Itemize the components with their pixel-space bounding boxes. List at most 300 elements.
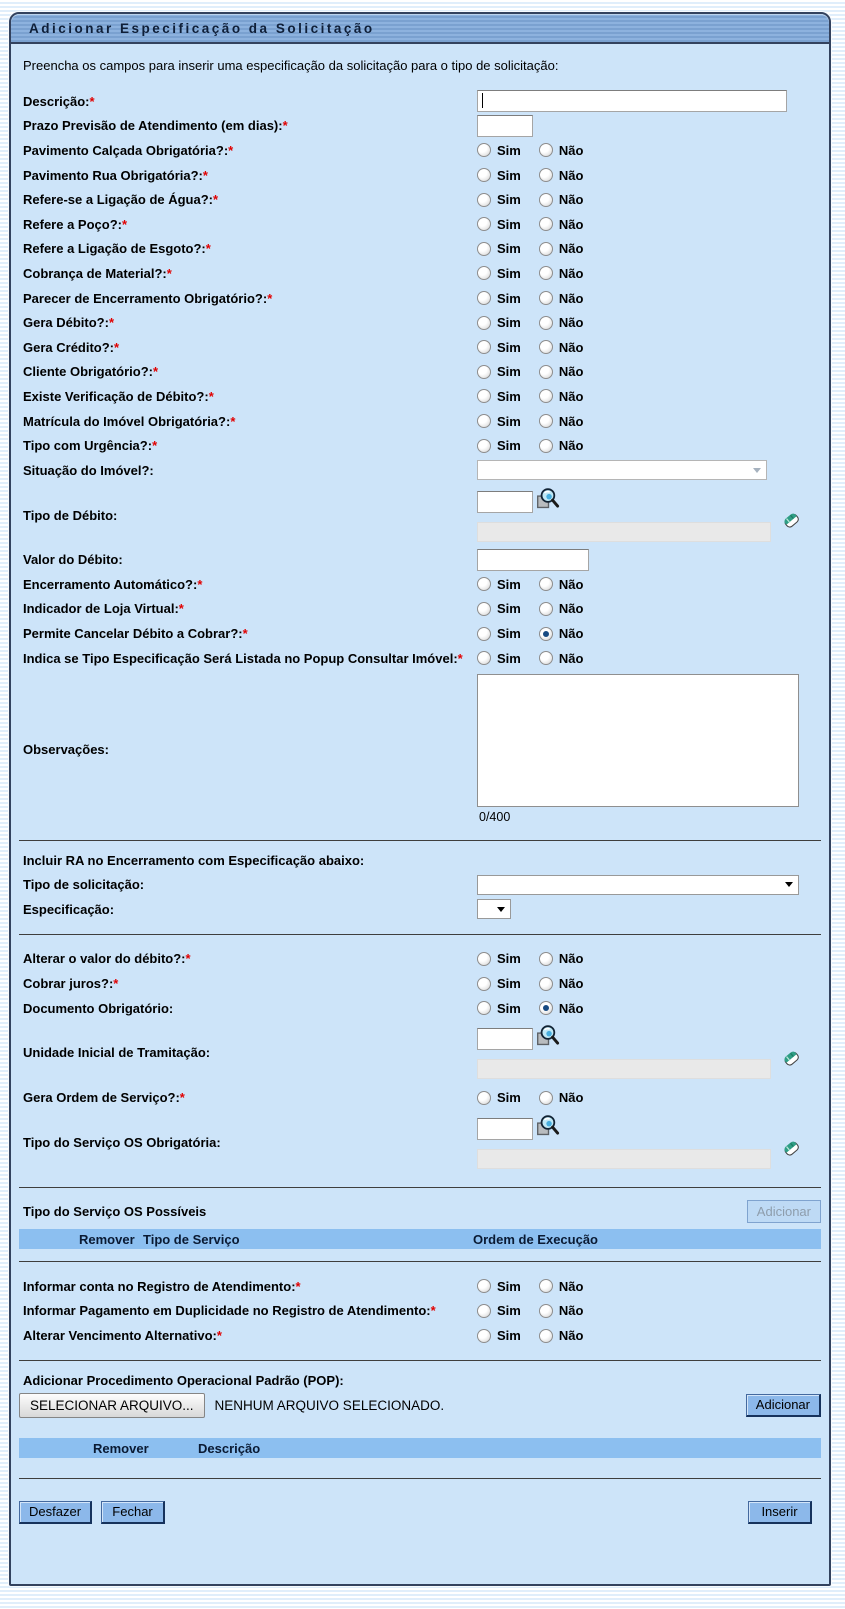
form-row-informar-pagamento-em-duplicidade-no-regis <box>19 1299 821 1324</box>
permite-cancelar-debito-a-cobrar-radio-group <box>477 626 583 641</box>
field-label <box>19 1279 477 1294</box>
encerramento-automatico-radio-nao[interactable] <box>539 577 553 591</box>
field-label-text: Cobrança de Material?: <box>23 265 167 281</box>
matricula-do-imovel-obrigatoria-radio-nao[interactable] <box>539 414 553 428</box>
separator <box>19 1360 821 1361</box>
field-label <box>19 577 477 592</box>
select-file-button[interactable]: SELECIONAR ARQUIVO... <box>19 1393 205 1418</box>
field-label <box>19 266 477 281</box>
field-label-text: Indicador de Loja Virtual: <box>23 601 179 617</box>
radio-sim-label: Sim <box>497 265 521 281</box>
required-marker: * <box>282 118 288 134</box>
radio-nao-label: Não <box>558 976 584 992</box>
field-label-text: Observações: <box>23 741 109 757</box>
radio-nao-label: Não <box>558 1328 584 1344</box>
tipo-com-urgencia-radio-group <box>477 438 583 453</box>
gera-debito-radio-group <box>477 315 583 330</box>
required-marker: * <box>178 601 184 617</box>
radio-nao-label: Não <box>558 142 584 158</box>
pavimento-rua-obrigatoria-radio-nao[interactable] <box>539 168 553 182</box>
field-label <box>19 315 477 330</box>
form-row-encerramento-automatico <box>19 572 821 597</box>
footer-buttons <box>19 1501 821 1524</box>
radio-sim-label: Sim <box>497 192 521 208</box>
especificacao-select[interactable] <box>477 899 511 919</box>
chevron-down-icon <box>497 907 505 912</box>
form-row-cliente-obrigatorio <box>19 360 821 385</box>
indicador-de-loja-virtual-radio-nao[interactable] <box>539 602 553 616</box>
refere-a-poco-radio-nao[interactable] <box>539 217 553 231</box>
cliente-obrigatorio-radio-group <box>477 364 583 379</box>
required-marker: * <box>213 192 219 208</box>
refere-a-poco-radio-group <box>477 217 583 232</box>
radio-sim-label: Sim <box>497 167 521 183</box>
radio-dot <box>543 1005 549 1011</box>
field-label-text: Matrícula do Imóvel Obrigatória?: <box>23 413 231 429</box>
separator <box>19 934 821 935</box>
field-label-text: Informar conta no Registro de Atendimento: <box>23 1278 296 1294</box>
alterar-o-valor-do-debito-radio-sim[interactable] <box>477 952 491 966</box>
section-label-incluir-ra-no-encerramento-com-especificac: Incluir RA no Encerramento com Especificação abaixo: <box>23 853 365 869</box>
radio-nao-label: Não <box>558 216 584 232</box>
radio-nao-label: Não <box>558 315 584 331</box>
character-counter: 0/400 <box>479 810 511 825</box>
field-label <box>19 340 477 355</box>
gera-debito-radio-sim[interactable] <box>477 316 491 330</box>
required-marker: * <box>430 1303 436 1319</box>
chevron-down-icon <box>785 882 793 887</box>
radio-sim-label: Sim <box>497 413 521 429</box>
form-row-situacao-do-imovel <box>19 458 821 483</box>
radio-sim-label: Sim <box>497 601 521 617</box>
required-marker: * <box>113 976 119 992</box>
tipo-do-servico-os-obrigatoria-code-input[interactable] <box>477 1118 533 1140</box>
alterar-o-valor-do-debito-radio-nao[interactable] <box>539 952 553 966</box>
radio-sim-label: Sim <box>497 976 521 992</box>
field-label <box>19 438 477 453</box>
required-marker: * <box>202 167 208 183</box>
existe-verificacao-de-debito-radio-group <box>477 389 583 404</box>
field-label-text: Descrição: <box>23 93 90 109</box>
cobranca-de-material-radio-sim[interactable] <box>477 266 491 280</box>
text-cursor <box>482 93 483 108</box>
radio-sim-label: Sim <box>497 1090 521 1106</box>
encerramento-automatico-radio-sim[interactable] <box>477 577 491 591</box>
section-label-adicionar-procedimento-operacional-padrao-: Adicionar Procedimento Operacional Padrão (POP): <box>23 1372 344 1388</box>
field-label-text: Gera Débito?: <box>23 315 109 331</box>
field-label <box>19 1045 477 1060</box>
parecer-de-encerramento-obrigatorio-radio-nao[interactable] <box>539 291 553 305</box>
alterar-vencimento-alternativo-radio-sim[interactable] <box>477 1329 491 1343</box>
form-row-indica-se-tipo-especificacao-sera-listada- <box>19 646 821 671</box>
required-marker: * <box>152 438 158 454</box>
gera-ordem-de-servico-radio-sim[interactable] <box>477 1091 491 1105</box>
field-label <box>19 192 477 207</box>
observacoes-textarea[interactable] <box>477 674 799 807</box>
field-label-text: Gera Crédito?: <box>23 339 115 355</box>
field-label-text: Gera Ordem de Serviço?: <box>23 1090 180 1106</box>
informar-conta-no-registro-de-atendimento-radio-nao[interactable] <box>539 1279 553 1293</box>
radio-nao-label: Não <box>558 626 584 642</box>
documento-obrigatorio-radio-group <box>477 1001 583 1016</box>
field-label <box>19 976 477 991</box>
existe-verificacao-de-debito-radio-nao[interactable] <box>539 389 553 403</box>
indicador-de-loja-virtual-radio-group <box>477 601 583 616</box>
field-label-text: Encerramento Automático?: <box>23 576 198 592</box>
informar-conta-no-registro-de-atendimento-radio-group <box>477 1279 583 1294</box>
column-header-remover: Remover <box>79 1232 135 1248</box>
radio-sim-label: Sim <box>497 142 521 158</box>
informar-pagamento-em-duplicidade-no-regis-radio-nao[interactable] <box>539 1304 553 1318</box>
indica-se-tipo-especificacao-sera-listada--radio-sim[interactable] <box>477 651 491 665</box>
separator <box>19 1261 821 1262</box>
tipo-de-solicitacao-select[interactable] <box>477 875 799 895</box>
refere-a-ligacao-de-esgoto-radio-group <box>477 241 583 256</box>
field-label-text: Cobrar juros?: <box>23 976 114 992</box>
required-marker: * <box>185 951 191 967</box>
column-header-tipo-de-servico: Tipo de Serviço <box>143 1232 240 1248</box>
radio-sim-label: Sim <box>497 241 521 257</box>
field-label-text: Pavimento Calçada Obrigatória?: <box>23 142 229 158</box>
radio-sim-label: Sim <box>497 576 521 592</box>
encerramento-automatico-radio-group <box>477 577 583 592</box>
refere-a-poco-radio-sim[interactable] <box>477 217 491 231</box>
field-label-text: Informar Pagamento em Duplicidade no Registro de Atendimento: <box>23 1303 431 1319</box>
gera-credito-radio-group <box>477 340 583 355</box>
permite-cancelar-debito-a-cobrar-radio-sim[interactable] <box>477 627 491 641</box>
required-marker: * <box>230 413 236 429</box>
field-label-text: Alterar Vencimento Alternativo: <box>23 1328 217 1344</box>
form-row-alterar-vencimento-alternativo <box>19 1323 821 1348</box>
tipo-do-servico-os-possiveis-add-button: Adicionar <box>747 1200 821 1223</box>
separator <box>19 840 821 841</box>
field-label-text: Situação do Imóvel?: <box>23 462 154 478</box>
tipo-de-debito-eraser-icon[interactable] <box>781 510 802 536</box>
form-row-refere-se-a-ligacao-de-agua <box>19 187 821 212</box>
radio-sim-label: Sim <box>497 438 521 454</box>
field-label <box>19 389 477 404</box>
radio-sim-label: Sim <box>497 1328 521 1344</box>
chevron-down-icon <box>753 468 761 473</box>
field-label <box>19 364 477 379</box>
field-label-text: Pavimento Rua Obrigatória?: <box>23 167 203 183</box>
form-row-gera-credito <box>19 335 821 360</box>
column-header-descricao: Descrição <box>198 1440 261 1456</box>
form-row-refere-a-poco <box>19 212 821 237</box>
field-label-text: Tipo com Urgência?: <box>23 438 153 454</box>
matricula-do-imovel-obrigatoria-radio-sim[interactable] <box>477 414 491 428</box>
field-label <box>19 118 477 133</box>
tipo-do-servico-os-obrigatoria-eraser-icon[interactable] <box>781 1138 802 1164</box>
panel-title: Adicionar Especificação da Solicitação <box>29 20 375 36</box>
form-row-permite-cancelar-debito-a-cobrar <box>19 621 821 646</box>
radio-sim-label: Sim <box>497 315 521 331</box>
radio-nao-label: Não <box>558 339 584 355</box>
radio-nao-label: Não <box>558 1000 584 1016</box>
refere-se-a-ligacao-de-agua-radio-nao[interactable] <box>539 193 553 207</box>
tipo-do-servico-os-obrigatoria-search-icon[interactable] <box>536 1114 561 1144</box>
add-specification-panel <box>9 12 831 1586</box>
form-row-pavimento-rua-obrigatoria <box>19 163 821 188</box>
field-label-text: Cliente Obrigatório?: <box>23 364 153 380</box>
radio-nao-label: Não <box>558 650 584 666</box>
form-row-gera-debito <box>19 310 821 335</box>
cobrar-juros-radio-sim[interactable] <box>477 977 491 991</box>
column-header-remover: Remover <box>93 1440 149 1456</box>
pavimento-calcada-obrigatoria-radio-group <box>477 143 583 158</box>
required-marker: * <box>295 1278 301 1294</box>
field-label-text: Unidade Inicial de Tramitação: <box>23 1045 211 1061</box>
cliente-obrigatorio-radio-nao[interactable] <box>539 365 553 379</box>
field-label-text: Parecer de Encerramento Obrigatório?: <box>23 290 268 306</box>
field-label <box>19 291 477 306</box>
field-label-text: Valor do Débito: <box>23 552 123 568</box>
field-label <box>19 463 477 478</box>
form-row-valor-do-debito <box>19 548 821 573</box>
radio-nao-label: Não <box>558 601 584 617</box>
gera-ordem-de-servico-radio-nao[interactable] <box>539 1091 553 1105</box>
required-marker: * <box>216 1328 222 1344</box>
column-header-ordem-de-execucao: Ordem de Execução <box>473 1232 598 1248</box>
table-header <box>19 1229 821 1249</box>
tipo-do-servico-os-obrigatoria-description-field <box>477 1149 771 1169</box>
form-row-especificacao <box>19 897 821 922</box>
radio-sim-label: Sim <box>497 1303 521 1319</box>
form-row-parecer-de-encerramento-obrigatorio <box>19 286 821 311</box>
tipo-com-urgencia-radio-sim[interactable] <box>477 439 491 453</box>
form-rows <box>19 89 821 1479</box>
field-label <box>19 508 477 523</box>
refere-a-ligacao-de-esgoto-radio-sim[interactable] <box>477 242 491 256</box>
form-row-gera-ordem-de-servico <box>19 1085 821 1110</box>
radio-nao-label: Não <box>558 241 584 257</box>
field-label-text: Especificação: <box>23 901 115 917</box>
matricula-do-imovel-obrigatoria-radio-group <box>477 414 583 429</box>
form-row-tipo-de-debito <box>19 483 821 548</box>
required-marker: * <box>197 576 203 592</box>
existe-verificacao-de-debito-radio-sim[interactable] <box>477 389 491 403</box>
prazo-previsao-de-atendimento-em-dias-input[interactable] <box>477 115 533 137</box>
radio-nao-label: Não <box>558 951 584 967</box>
gera-credito-radio-nao[interactable] <box>539 340 553 354</box>
alterar-vencimento-alternativo-radio-group <box>477 1328 583 1343</box>
field-label <box>19 651 477 666</box>
tipo-de-debito-description-field <box>477 522 771 542</box>
cliente-obrigatorio-radio-sim[interactable] <box>477 365 491 379</box>
field-label-text: Permite Cancelar Débito a Cobrar?: <box>23 626 243 642</box>
field-label-text: Documento Obrigatório: <box>23 1000 174 1016</box>
required-marker: * <box>114 339 120 355</box>
informar-pagamento-em-duplicidade-no-regis-radio-group <box>477 1303 583 1318</box>
field-label <box>19 1328 477 1343</box>
radio-sim-label: Sim <box>497 626 521 642</box>
permite-cancelar-debito-a-cobrar-radio-nao[interactable] <box>539 627 553 641</box>
radio-nao-label: Não <box>558 1303 584 1319</box>
close-button[interactable]: Fechar <box>101 1501 165 1524</box>
field-label <box>19 951 477 966</box>
field-label <box>19 902 477 917</box>
field-label-text: Tipo de Débito: <box>23 507 118 523</box>
required-marker: * <box>108 315 115 331</box>
unidade-inicial-de-tramitacao-eraser-icon[interactable] <box>781 1048 802 1074</box>
unidade-inicial-de-tramitacao-search-icon[interactable] <box>536 1024 561 1054</box>
table-header <box>19 1438 821 1458</box>
cobranca-de-material-radio-nao[interactable] <box>539 266 553 280</box>
cobranca-de-material-radio-group <box>477 266 583 281</box>
required-marker: * <box>457 650 463 666</box>
field-label <box>19 1090 477 1105</box>
field-label <box>19 414 477 429</box>
field-label-text: Prazo Previsão de Atendimento (em dias): <box>23 118 283 134</box>
section-row-tipo-do-servico-os-possiveis <box>19 1200 821 1223</box>
radio-nao-label: Não <box>558 1090 584 1106</box>
section-label: Tipo do Serviço OS Possíveis <box>23 1204 207 1220</box>
gera-credito-radio-sim[interactable] <box>477 340 491 354</box>
required-marker: * <box>166 265 172 281</box>
cobrar-juros-radio-nao[interactable] <box>539 977 553 991</box>
file-status-text: NENHUM ARQUIVO SELECIONADO. <box>214 1397 445 1413</box>
radio-sim-label: Sim <box>497 290 521 306</box>
radio-nao-label: Não <box>558 1278 584 1294</box>
radio-dot <box>543 631 549 637</box>
radio-sim-label: Sim <box>497 364 521 380</box>
cobrar-juros-radio-group <box>477 976 583 991</box>
valor-do-debito-input[interactable] <box>477 549 589 571</box>
required-marker: * <box>205 241 211 257</box>
radio-sim-label: Sim <box>497 650 521 666</box>
field-label-text: Indica se Tipo Especificação Será Listada no Popup Consultar Imóvel: <box>23 650 458 666</box>
form-row-prazo-previsao-de-atendimento-em-dias <box>19 114 821 139</box>
radio-nao-label: Não <box>558 167 584 183</box>
form-row-refere-a-ligacao-de-esgoto <box>19 237 821 262</box>
required-marker: * <box>242 626 248 642</box>
field-label <box>19 1303 477 1318</box>
indica-se-tipo-especificacao-sera-listada--radio-group <box>477 651 583 666</box>
required-marker: * <box>121 216 128 232</box>
form-row-documento-obrigatorio <box>19 996 821 1021</box>
field-label <box>19 143 477 158</box>
field-label-text: Tipo do Serviço OS Obrigatória: <box>23 1135 221 1151</box>
required-marker: * <box>208 388 214 404</box>
documento-obrigatorio-radio-nao[interactable] <box>539 1001 553 1015</box>
form-row-cobranca-de-material <box>19 261 821 286</box>
field-label <box>19 742 477 757</box>
panel-titlebar <box>11 14 829 44</box>
form-row-observacoes <box>19 670 821 828</box>
form-row-alterar-o-valor-do-debito <box>19 947 821 972</box>
radio-nao-label: Não <box>558 265 584 281</box>
form-row-tipo-do-servico-os-obrigatoria <box>19 1110 821 1175</box>
gera-ordem-de-servico-radio-group <box>477 1090 583 1105</box>
descricao-input[interactable] <box>477 90 787 112</box>
tipo-de-debito-code-input[interactable] <box>477 491 533 513</box>
field-label <box>19 241 477 256</box>
field-label-text: Existe Verificação de Débito?: <box>23 388 209 404</box>
pavimento-calcada-obrigatoria-radio-nao[interactable] <box>539 143 553 157</box>
required-marker: * <box>179 1090 185 1106</box>
radio-sim-label: Sim <box>497 339 521 355</box>
field-label <box>19 877 477 892</box>
field-label <box>19 217 477 232</box>
form-row-pavimento-calcada-obrigatoria <box>19 138 821 163</box>
radio-nao-label: Não <box>558 388 584 404</box>
pavimento-calcada-obrigatoria-radio-sim[interactable] <box>477 143 491 157</box>
radio-sim-label: Sim <box>497 388 521 404</box>
form-row-matricula-do-imovel-obrigatoria <box>19 409 821 434</box>
radio-nao-label: Não <box>558 364 584 380</box>
refere-se-a-ligacao-de-agua-radio-sim[interactable] <box>477 193 491 207</box>
form-row-indicador-de-loja-virtual <box>19 597 821 622</box>
form-row-informar-conta-no-registro-de-atendimento <box>19 1274 821 1299</box>
field-label <box>19 94 477 109</box>
required-marker: * <box>228 142 234 158</box>
form-row-cobrar-juros <box>19 971 821 996</box>
refere-a-ligacao-de-esgoto-radio-nao[interactable] <box>539 242 553 256</box>
panel-content <box>11 44 829 1584</box>
add-pop-button[interactable]: Adicionar <box>746 1394 821 1417</box>
radio-sim-label: Sim <box>497 951 521 967</box>
parecer-de-encerramento-obrigatorio-radio-sim[interactable] <box>477 291 491 305</box>
form-row-tipo-de-solicitacao <box>19 872 821 897</box>
radio-nao-label: Não <box>558 413 584 429</box>
field-label <box>19 552 477 567</box>
tipo-de-debito-search-icon[interactable] <box>536 487 561 517</box>
alterar-o-valor-do-debito-radio-group <box>477 951 583 966</box>
file-upload-row <box>19 1393 821 1418</box>
situacao-do-imovel-select <box>477 460 767 480</box>
field-label <box>19 1135 477 1150</box>
undo-button[interactable]: Desfazer <box>19 1501 92 1524</box>
alterar-vencimento-alternativo-radio-nao[interactable] <box>539 1329 553 1343</box>
separator <box>19 1478 821 1479</box>
insert-button[interactable]: Inserir <box>748 1501 812 1524</box>
pavimento-rua-obrigatoria-radio-sim[interactable] <box>477 168 491 182</box>
parecer-de-encerramento-obrigatorio-radio-group <box>477 291 583 306</box>
informar-conta-no-registro-de-atendimento-radio-sim[interactable] <box>477 1279 491 1293</box>
field-label-text: Refere a Ligação de Esgoto?: <box>23 241 206 257</box>
field-label <box>19 168 477 183</box>
required-marker: * <box>153 364 159 380</box>
radio-sim-label: Sim <box>497 1278 521 1294</box>
required-marker: * <box>89 93 95 109</box>
radio-nao-label: Não <box>558 290 584 306</box>
documento-obrigatorio-radio-sim[interactable] <box>477 1001 491 1015</box>
radio-nao-label: Não <box>558 192 584 208</box>
form-row-tipo-com-urgencia <box>19 433 821 458</box>
field-label-text: Refere-se a Ligação de Água?: <box>23 192 213 208</box>
radio-nao-label: Não <box>558 576 584 592</box>
form-row-existe-verificacao-de-debito <box>19 384 821 409</box>
field-label-text: Tipo de solicitação: <box>23 877 145 893</box>
unidade-inicial-de-tramitacao-description-field <box>477 1059 771 1079</box>
gera-debito-radio-nao[interactable] <box>539 316 553 330</box>
radio-sim-label: Sim <box>497 1000 521 1016</box>
radio-nao-label: Não <box>558 438 584 454</box>
indica-se-tipo-especificacao-sera-listada--radio-nao[interactable] <box>539 651 553 665</box>
separator <box>19 1187 821 1188</box>
indicador-de-loja-virtual-radio-sim[interactable] <box>477 602 491 616</box>
pavimento-rua-obrigatoria-radio-group <box>477 168 583 183</box>
form-row-descricao <box>19 89 821 114</box>
informar-pagamento-em-duplicidade-no-regis-radio-sim[interactable] <box>477 1304 491 1318</box>
intro-text: Preencha os campos para inserir uma especificação da solicitação para o tipo de solicitação: <box>23 58 559 73</box>
field-label <box>19 601 477 616</box>
field-label <box>19 1001 477 1016</box>
unidade-inicial-de-tramitacao-code-input[interactable] <box>477 1028 533 1050</box>
tipo-com-urgencia-radio-nao[interactable] <box>539 439 553 453</box>
refere-se-a-ligacao-de-agua-radio-group <box>477 192 583 207</box>
radio-sim-label: Sim <box>497 216 521 232</box>
